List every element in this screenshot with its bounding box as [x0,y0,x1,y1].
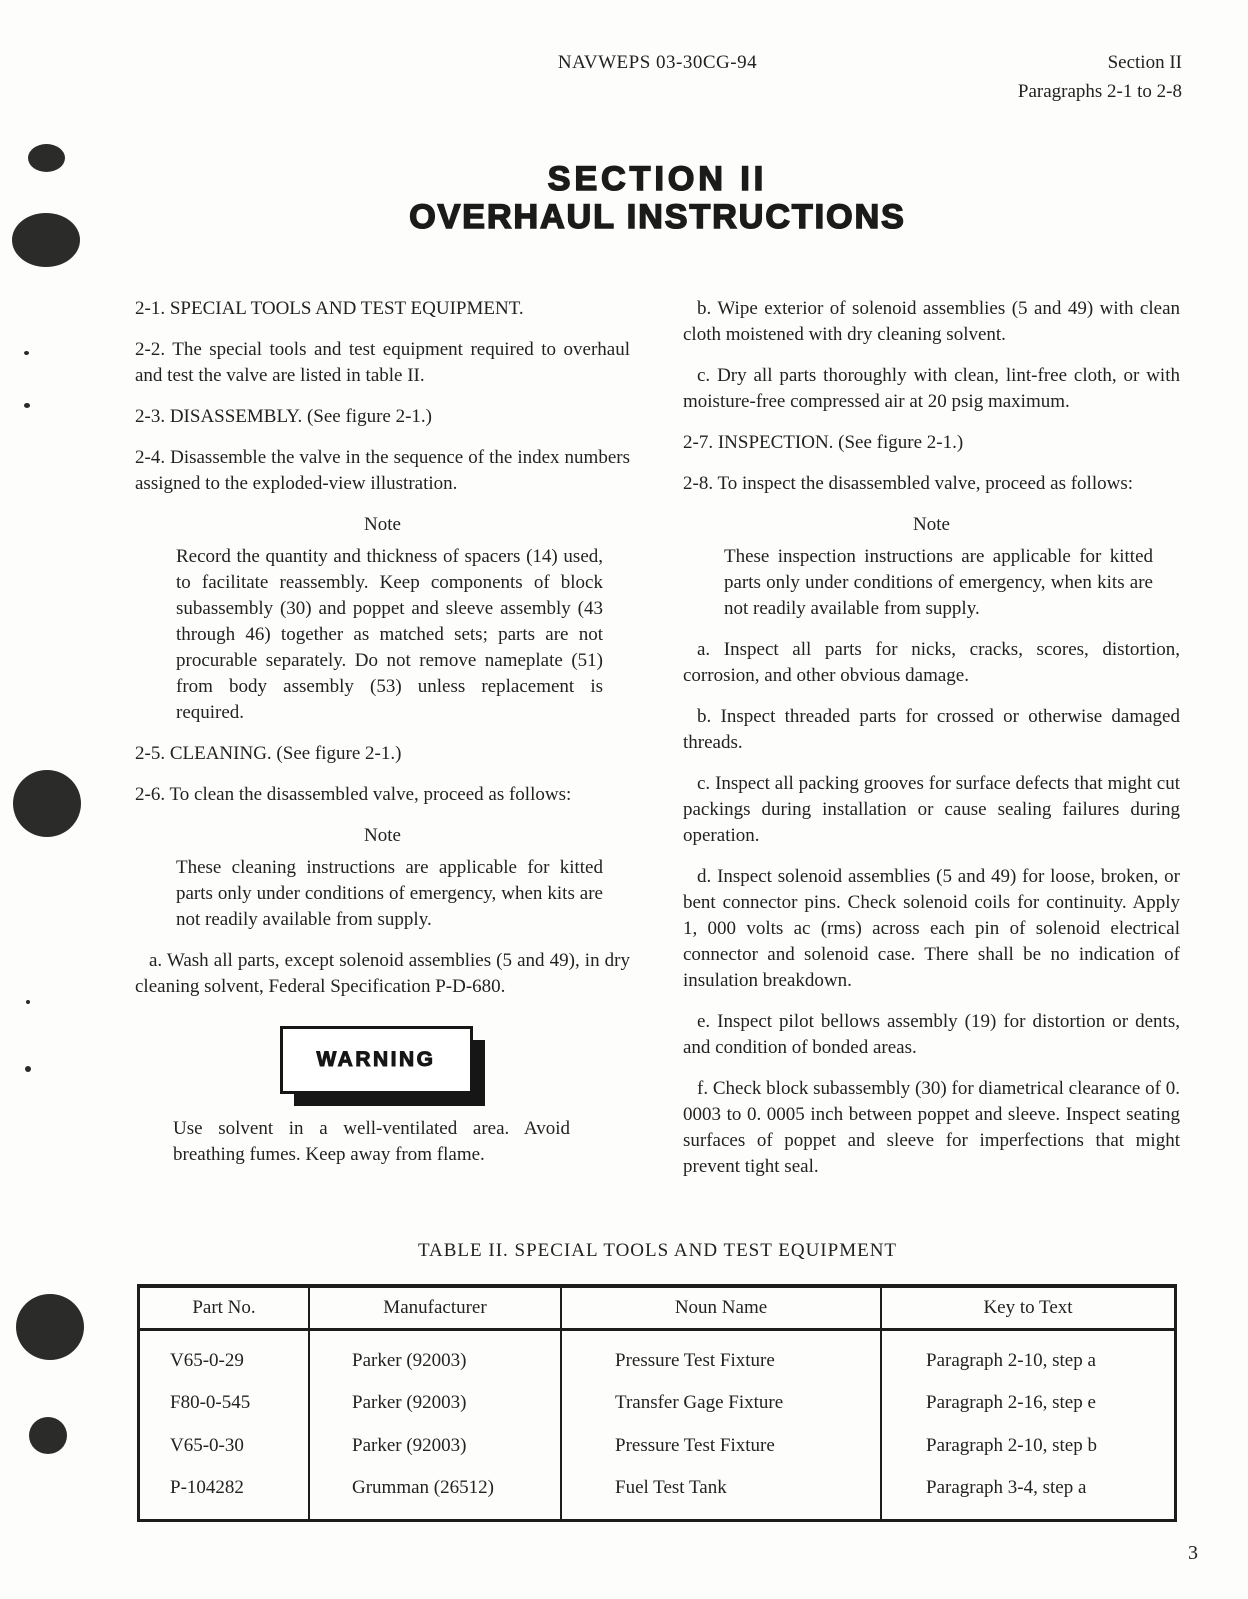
part-no-cell: P-104282 [140,1467,310,1519]
header-section-ref [1018,48,1182,106]
binding-mark [24,351,29,355]
table-row [140,1331,1174,1381]
warning-text: Use solvent in a well-ventilated area. Avoid breathing fumes. Keep away from flame. [173,1118,570,1165]
table-header-row [140,1288,1174,1331]
section-title-line2: OVERHAUL INSTRUCTIONS [409,198,906,236]
step-a-inspection: a. Inspect all parts for nicks, cracks, scores, distortion, corrosion, and other obvious damage. [683,639,1180,686]
table-row [140,1424,1174,1467]
key-to-text-cell: Paragraph 3-4, step a [926,1477,1087,1498]
step-b-cleaning: b. Wipe exterior of solenoid assemblies (5 and 49) with clean cloth moistened with dry cleaning solvent. [683,298,1180,345]
binding-mark [24,403,30,408]
warning-box [280,1026,473,1094]
column-header: Noun Name [562,1288,882,1328]
step-a-cleaning: a. Wash all parts, except solenoid assemblies (5 and 49), in dry cleaning solvent, Federal Specification P-D-680. [135,950,630,997]
note-inspection: These inspection instructions are applicable for kitted parts only under conditions of emergency, when kits are not readily available from supply. [724,546,1153,619]
step-b-inspection: b. Inspect threaded parts for crossed or otherwise damaged threads. [683,706,1180,753]
step-c-cleaning: c. Dry all parts thoroughly with clean, lint-free cloth, or with moisture-free compressed air at 20 psig maximum. [683,365,1180,412]
column-header: Manufacturer [310,1288,562,1328]
step-e-inspection: e. Inspect pilot bellows assembly (19) for distortion or dents, and condition of bonded areas. [683,1011,1180,1058]
paragraph-2-8: 2-8. To inspect the disassembled valve, proceed as follows: [683,473,1133,494]
note-disassembly: Record the quantity and thickness of spacers (14) used, to facilitate reassembly. Keep components of block subassembly (30) and poppet and sleeve assembly (43 through 46) together as matched sets; parts are not procurable separately. Do not remove nameplate (51) from body assembly (53) unless replacement is required. [176,546,603,723]
note-label: Note [364,514,401,535]
binding-mark [13,770,81,837]
note-cleaning: These cleaning instructions are applicable for kitted parts only under conditions of emergency, when kits are not readily available from supply. [176,857,603,930]
manufacturer-cell: Parker (92003) [310,1381,562,1424]
part-no-cell: F80-0-545 [140,1381,310,1424]
step-f-inspection: f. Check block subassembly (30) for diametrical clearance of 0. 0003 to 0. 0005 inch between poppet and sleeve. Inspect seating surfaces of poppet and sleeve for imperfections that might prevent tight seal. [683,1078,1180,1177]
noun-name-cell: Pressure Test Fixture [562,1331,882,1381]
right-column [683,296,1180,1195]
noun-name-cell: Fuel Test Tank [562,1467,882,1519]
special-tools-table [137,1284,1177,1522]
paragraph-2-7: 2-7. INSPECTION. (See figure 2-1.) [683,432,964,453]
body-columns [135,296,1180,1195]
table-row [140,1381,1174,1424]
table-row [140,1467,1174,1519]
manufacturer-cell: Parker (92003) [310,1424,562,1467]
binding-mark [16,1294,84,1360]
step-c-inspection: c. Inspect all packing grooves for surface defects that might cut packings during installation or cause sealing failures during operation. [683,773,1180,846]
noun-name-cell: Pressure Test Fixture [562,1424,882,1467]
note-label: Note [913,514,950,535]
step-d-inspection: d. Inspect solenoid assemblies (5 and 49) for loose, broken, or bent connector pins. Check solenoid coils for continuity. Apply 1, 000 volts ac (rms) across each pin of solenoid electrical connector and solenoid case. There shall be no indication of insulation breakdown. [683,866,1180,991]
binding-mark [29,1417,67,1454]
publication-number: NAVWEPS 03-30CG-94 [557,52,758,73]
binding-mark [28,144,65,172]
note-label: Note [364,825,401,846]
header-section-label: Section II [1107,52,1182,73]
page-number: 3 [1188,1542,1198,1564]
key-to-text-cell: Paragraph 2-10, step a [926,1350,1096,1371]
column-header: Part No. [140,1288,310,1328]
column-header: Key to Text [983,1297,1073,1318]
binding-mark [26,1000,30,1004]
header-paragraph-range: Paragraphs 2-1 to 2-8 [1017,81,1182,102]
binding-mark [25,1066,31,1072]
manufacturer-cell: Grumman (26512) [310,1467,562,1519]
paragraph-2-3: 2-3. DISASSEMBLY. (See figure 2-1.) [135,406,432,427]
paragraph-2-4: 2-4. Disassemble the valve in the sequence of the index numbers assigned to the exploded-view illustration. [135,447,630,494]
warning-label: WARNING [316,1048,436,1071]
binding-mark [12,213,80,267]
section-title-line1: SECTION II [547,160,768,198]
manufacturer-cell: Parker (92003) [310,1331,562,1381]
paragraph-2-5: 2-5. CLEANING. (See figure 2-1.) [135,743,402,764]
key-to-text-cell: Paragraph 2-10, step b [926,1434,1097,1456]
part-no-cell: V65-0-29 [140,1331,310,1381]
noun-name-cell: Transfer Gage Fixture [562,1381,882,1424]
table-title: TABLE II. SPECIAL TOOLS AND TEST EQUIPMENT [417,1240,898,1261]
key-to-text-cell: Paragraph 2-16, step e [926,1391,1096,1413]
paragraph-2-2: 2-2. The special tools and test equipment required to overhaul and test the valve are listed in table II. [135,339,630,386]
paragraph-2-6: 2-6. To clean the disassembled valve, proceed as follows: [135,784,572,805]
warning-box-wrap [135,1026,630,1094]
paragraph-2-1: 2-1. SPECIAL TOOLS AND TEST EQUIPMENT. [135,298,524,319]
section-title [135,160,1180,236]
part-no-cell: V65-0-30 [140,1424,310,1467]
left-column [135,296,630,1195]
